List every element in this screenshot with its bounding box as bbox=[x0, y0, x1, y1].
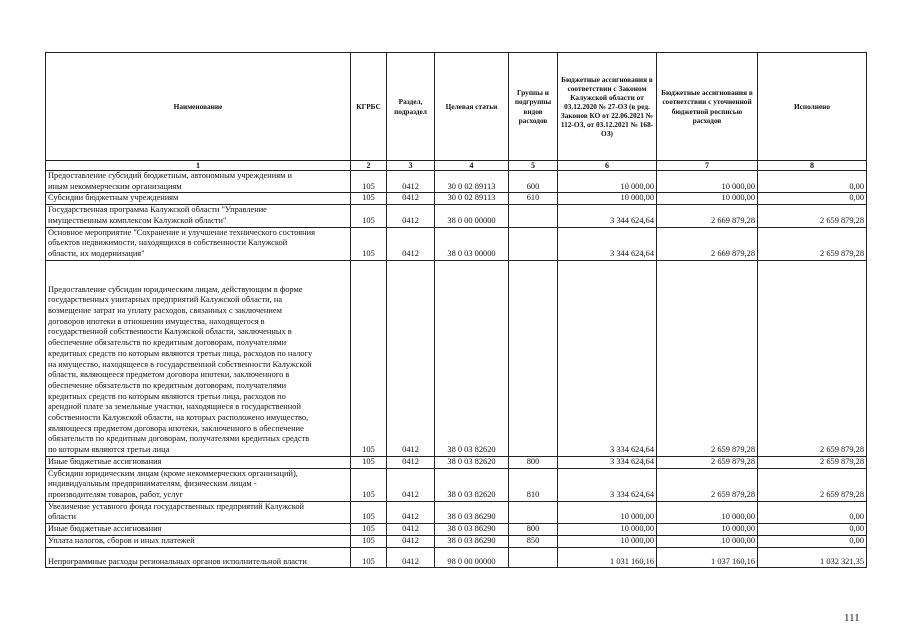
row-refined-amount: 2 659 879,28 bbox=[657, 456, 758, 468]
column-number: 5 bbox=[509, 161, 558, 171]
row-name: Увеличение уставного фонда государственных предприятий Калужской области bbox=[46, 501, 351, 523]
column-number: 6 bbox=[558, 161, 657, 171]
row-name: Субсидии бюджетным учреждениям bbox=[46, 193, 351, 205]
row-kgrbs: 105 bbox=[351, 227, 387, 260]
row-executed-amount: 0,00 bbox=[758, 171, 867, 193]
row-law-amount: 10 000,00 bbox=[558, 535, 657, 547]
row-kgrbs: 105 bbox=[351, 171, 387, 193]
row-section: 0412 bbox=[387, 535, 435, 547]
row-name: Иные бюджетные ассигнования bbox=[46, 456, 351, 468]
header-executed: Исполнено bbox=[758, 53, 867, 161]
row-section: 0412 bbox=[387, 456, 435, 468]
row-refined-amount: 2 669 879,28 bbox=[657, 205, 758, 227]
row-section: 0412 bbox=[387, 547, 435, 568]
row-group bbox=[509, 205, 558, 227]
row-kgrbs: 105 bbox=[351, 547, 387, 568]
row-section: 0412 bbox=[387, 501, 435, 523]
row-target: 30 0 02 89113 bbox=[435, 171, 509, 193]
table-row bbox=[46, 456, 867, 468]
row-refined-amount: 1 037 160,16 bbox=[657, 547, 758, 568]
header-law-allocations: Бюджетные ассигнования в соответствии с Законом Калужской области от 03.12.2020 № 27-ОЗ (в ред. Законов КО от 22.06.2021 № 112-ОЗ, от 03.12.2021 № 168-ОЗ) bbox=[558, 53, 657, 161]
row-refined-amount: 10 000,00 bbox=[657, 535, 758, 547]
row-name: Иные бюджетные ассигнования bbox=[46, 524, 351, 536]
row-name: Субсидии юридическим лицам (кроме некоммерческих организаций), индивидуальным предпринимателям, физическим лицам - производителям товаров, работ, услуг bbox=[46, 468, 351, 501]
column-number: 1 bbox=[46, 161, 351, 171]
row-group: 600 bbox=[509, 171, 558, 193]
table-row bbox=[46, 468, 867, 501]
row-target: 38 0 03 82620 bbox=[435, 260, 509, 456]
row-executed-amount: 0,00 bbox=[758, 501, 867, 523]
row-kgrbs: 105 bbox=[351, 456, 387, 468]
row-refined-amount: 10 000,00 bbox=[657, 193, 758, 205]
row-group bbox=[509, 227, 558, 260]
column-number: 8 bbox=[758, 161, 867, 171]
row-law-amount: 10 000,00 bbox=[558, 524, 657, 536]
row-refined-amount: 10 000,00 bbox=[657, 171, 758, 193]
row-kgrbs: 105 bbox=[351, 468, 387, 501]
table-row bbox=[46, 227, 867, 260]
row-refined-amount: 2 659 879,28 bbox=[657, 468, 758, 501]
column-number: 2 bbox=[351, 161, 387, 171]
header-refined-allocations: Бюджетные ассигнования в соответствии с уточненной бюджетной росписью расходов bbox=[657, 53, 758, 161]
row-law-amount: 3 334 624,64 bbox=[558, 456, 657, 468]
row-executed-amount: 2 659 879,28 bbox=[758, 205, 867, 227]
row-refined-amount: 10 000,00 bbox=[657, 501, 758, 523]
row-group: 850 bbox=[509, 535, 558, 547]
row-section: 0412 bbox=[387, 171, 435, 193]
row-target: 38 0 03 82620 bbox=[435, 456, 509, 468]
row-target: 38 0 03 86290 bbox=[435, 524, 509, 536]
row-target: 38 0 03 86290 bbox=[435, 501, 509, 523]
row-section: 0412 bbox=[387, 524, 435, 536]
header-kgrbs: КГРБС bbox=[351, 53, 387, 161]
row-target: 38 0 03 86290 bbox=[435, 535, 509, 547]
row-section: 0412 bbox=[387, 205, 435, 227]
header-groups: Группы и подгруппы видов расходов bbox=[509, 53, 558, 161]
row-target: 38 0 03 00000 bbox=[435, 227, 509, 260]
row-kgrbs: 105 bbox=[351, 501, 387, 523]
row-name: Основное мероприятие "Сохранение и улучшение технического состояния объектов недвижимости, находящихся в собственности Калужской области, их модернизация" bbox=[46, 227, 351, 260]
row-name: Уплата налогов, сборов и иных платежей bbox=[46, 535, 351, 547]
budget-table bbox=[45, 52, 867, 568]
row-section: 0412 bbox=[387, 227, 435, 260]
row-law-amount: 10 000,00 bbox=[558, 171, 657, 193]
row-target: 38 0 00 00000 bbox=[435, 205, 509, 227]
row-group: 810 bbox=[509, 468, 558, 501]
row-law-amount: 3 334 624,64 bbox=[558, 468, 657, 501]
table-header-row bbox=[46, 53, 867, 161]
table-row bbox=[46, 547, 867, 568]
header-section: Раздел, подраздел bbox=[387, 53, 435, 161]
row-executed-amount: 2 659 879,28 bbox=[758, 260, 867, 456]
row-executed-amount: 0,00 bbox=[758, 524, 867, 536]
row-kgrbs: 105 bbox=[351, 524, 387, 536]
row-kgrbs: 105 bbox=[351, 205, 387, 227]
row-name: Непрограммные расходы региональных органов исполнительной власти bbox=[46, 547, 351, 568]
row-name: Предоставление субсидий бюджетным, автономным учреждениям и иным некоммерческим организациям bbox=[46, 171, 351, 193]
row-section: 0412 bbox=[387, 468, 435, 501]
row-executed-amount: 1 032 321,35 bbox=[758, 547, 867, 568]
row-section: 0412 bbox=[387, 260, 435, 456]
row-law-amount: 3 344 624,64 bbox=[558, 205, 657, 227]
row-refined-amount: 2 659 879,28 bbox=[657, 260, 758, 456]
row-name: Предоставление субсидии юридическим лицам, действующим в форме государственных унитарных предприятий Калужской области, на возмещение затрат на уплату расходов, связанных с заключением договоров ипотеки в отношении имущества, находящегося в государственной собственности Калужской области, заключенных в обеспечение обязательств по кредитным договорам, получателями кредитных средств по которым являются третьи лица, расходов по налогу на имущество, находящееся в государственной собственности Калужской области, являющееся предметом договора ипотеки, заключенного в обеспечение обязательств по кредитным договорам, получателями кредитных средств по которым являются третьи лица, расходов по арендной плате за земельные участки, находящиеся в государственной собственности Калужской области, на которых расположено имущество, являющееся предметом договора ипотеки, заключенного в обеспечение обязательств по кредитным договорам, получателями кредитных средств по которым являются третьи лица bbox=[46, 260, 351, 456]
row-law-amount: 1 031 160,16 bbox=[558, 547, 657, 568]
table-row bbox=[46, 171, 867, 193]
row-refined-amount: 2 669 879,28 bbox=[657, 227, 758, 260]
row-executed-amount: 0,00 bbox=[758, 535, 867, 547]
row-law-amount: 3 344 624,64 bbox=[558, 227, 657, 260]
row-refined-amount: 10 000,00 bbox=[657, 524, 758, 536]
row-group: 800 bbox=[509, 524, 558, 536]
row-executed-amount: 2 659 879,28 bbox=[758, 468, 867, 501]
row-law-amount: 10 000,00 bbox=[558, 501, 657, 523]
row-target: 98 0 00 00000 bbox=[435, 547, 509, 568]
row-group: 800 bbox=[509, 456, 558, 468]
row-target: 38 0 03 82620 bbox=[435, 468, 509, 501]
column-number: 4 bbox=[435, 161, 509, 171]
column-number-row bbox=[46, 161, 867, 171]
row-executed-amount: 0,00 bbox=[758, 193, 867, 205]
row-law-amount: 3 334 624,64 bbox=[558, 260, 657, 456]
row-kgrbs: 105 bbox=[351, 535, 387, 547]
table-row bbox=[46, 205, 867, 227]
row-target: 30 0 02 89113 bbox=[435, 193, 509, 205]
row-kgrbs: 105 bbox=[351, 260, 387, 456]
table-row bbox=[46, 501, 867, 523]
table-row bbox=[46, 260, 867, 456]
row-section: 0412 bbox=[387, 193, 435, 205]
table-row bbox=[46, 524, 867, 536]
row-kgrbs: 105 bbox=[351, 193, 387, 205]
page-number: 111 bbox=[844, 612, 860, 624]
row-group bbox=[509, 260, 558, 456]
row-group bbox=[509, 501, 558, 523]
table-row bbox=[46, 193, 867, 205]
row-executed-amount: 2 659 879,28 bbox=[758, 456, 867, 468]
row-group bbox=[509, 547, 558, 568]
row-law-amount: 10 000,00 bbox=[558, 193, 657, 205]
column-number: 3 bbox=[387, 161, 435, 171]
row-executed-amount: 2 659 879,28 bbox=[758, 227, 867, 260]
header-target: Целевая статьи bbox=[435, 53, 509, 161]
table-row bbox=[46, 535, 867, 547]
row-name: Государственная программа Калужской области "Управление имущественным комплексом Калужской области" bbox=[46, 205, 351, 227]
column-number: 7 bbox=[657, 161, 758, 171]
header-name: Наименование bbox=[46, 53, 351, 161]
row-group: 610 bbox=[509, 193, 558, 205]
